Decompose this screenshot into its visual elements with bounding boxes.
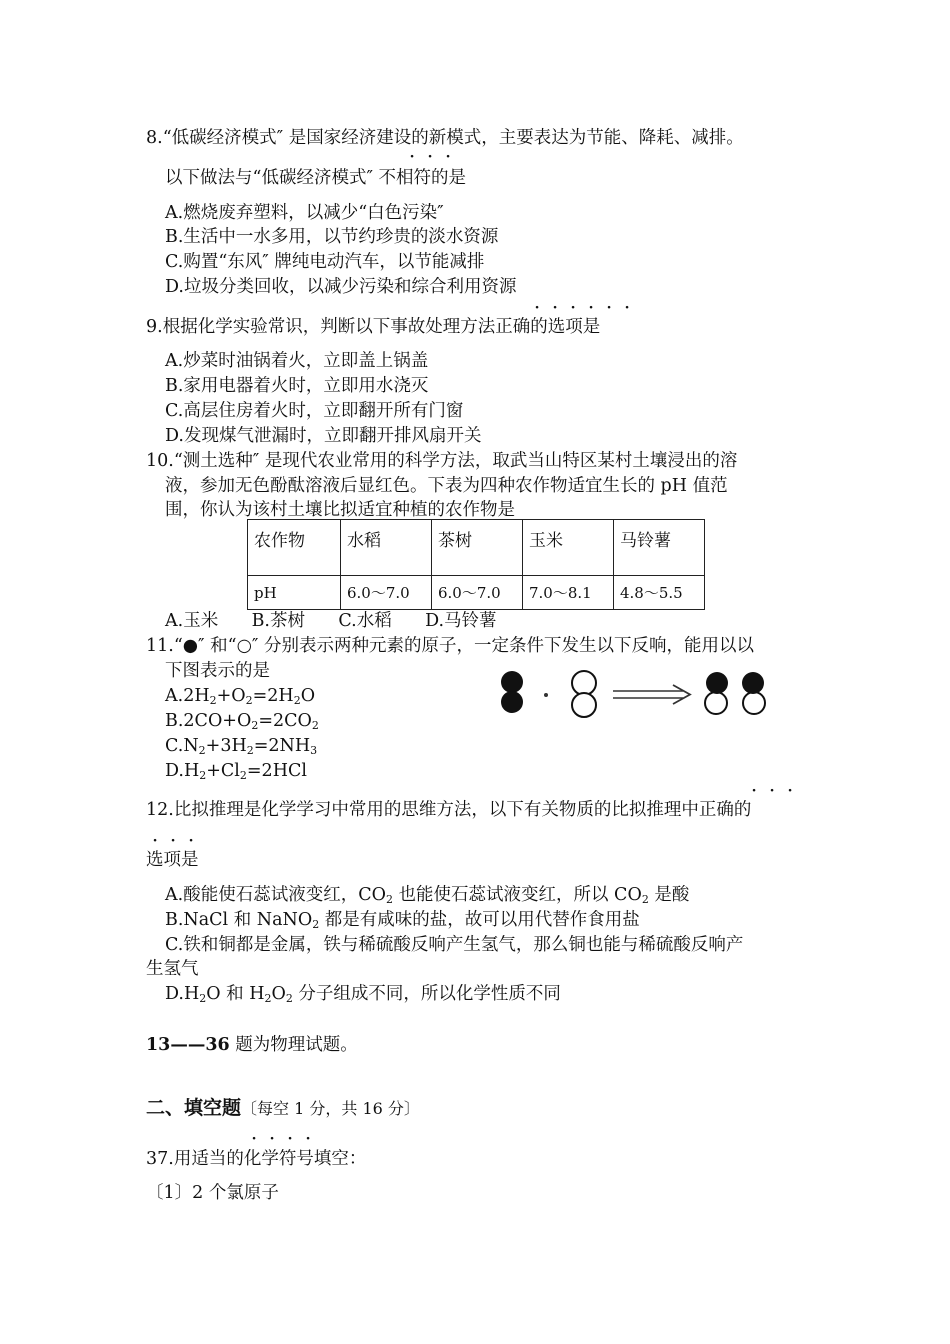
emphasis-dots: · · · · · · [534,300,630,316]
q10-options: A.玉米 B.茶树 C.水稻 D.马铃薯 [165,611,497,631]
table-cell: 6.0～7.0 [432,576,523,610]
table-cell: 7.0～8.1 [523,576,614,610]
emphasis-dots: · · · [409,149,451,165]
section-subtitle: 〔每空 1 分，共 16 分〕 [241,1099,420,1118]
reaction-diagram [495,665,780,725]
q12-option-c-line2: 生氢气 [146,959,199,979]
q12-option-b: B.NaCl 和 NaNO$_2$ 都是有咸味的盐，故可以用代替作食用盐 [165,910,640,931]
table-cell: 玉米 [523,520,614,576]
product-molecule [705,672,728,714]
q8-option-a: A.燃烧废弃塑料，以减少“白色污染″ [165,203,444,223]
emphasis-dots: · · · [152,833,194,849]
q37-item1: 〔1〕2 个氯原子 [146,1183,279,1203]
q9-option-d: D.发现煤气泄漏时，立即翻开排风扇开关 [165,426,482,446]
table-cell: 农作物 [248,520,341,576]
q9-option-a: A.炒菜时油锅着火，立即盖上锅盖 [165,351,429,371]
q12-line2: 选项是 [146,850,199,870]
q8-line1: 8.“低碳经济模式″ 是国家经济建设的新模式，主要表达为节能、降耗、减排。 [146,128,744,148]
table-cell: pH [248,576,341,610]
q11-line2: 下图表示的是 [165,661,270,681]
q10-line1: 10.“测土选种″ 是现代农业常用的科学方法，取武当山特区某村土壤浸出的溶 [146,451,738,471]
q9-option-b: B.家用电器着火时，立即用水浇灭 [165,376,429,396]
q10-line3: 围，你认为该村土壤比拟适宜种植的农作物是 [165,500,515,520]
table-row [248,576,705,610]
section-heading [146,1096,420,1121]
q12-line1: 12.比拟推理是化学学习中常用的思维方法，以下有关物质的比拟推理中正确的 [146,800,752,820]
black-molecule [501,671,523,713]
q11-line1: 11.“●″ 和“○″ 分别表示两种元素的原子，一定条件下发生以下反响，能用以以 [146,636,754,656]
ph-table [247,519,705,610]
q8-option-b: B.生活中一水多用，以节约珍贵的淡水资源 [165,227,499,247]
q11-option-b: $B.2CO+O_2=2CO_2$ [165,711,319,732]
q12-option-c-line1: C.铁和铜都是金属，铁与稀硫酸反响产生氢气，那么铜也能与稀硫酸反响产 [165,935,744,955]
q8-option-d: D.垃圾分类回收，以减少污染和综合利用资源 [165,277,517,297]
section-title: 二、填空题 [146,1097,242,1119]
q8-line2: 以下做法与“低碳经济模式″ 不相符的是 [165,168,467,188]
emphasis-dots: · · · · [251,1131,311,1147]
table-cell: 4.8～5.5 [614,576,705,610]
q8-option-c: C.购置“东风″ 牌纯电动汽车，以节能减排 [165,252,485,272]
arrow-icon [613,685,690,704]
q9-stem: 9.根据化学实验常识，判断以下事故处理方法正确的选项是 [146,317,601,337]
q9-option-c: C.高层住房着火时，立即翻开所有门窗 [165,401,464,421]
q12-option-d: $D.H_2O$ 和 $H_2O_2$ 分子组成不同，所以化学性质不同 [165,984,561,1005]
question-range: 13——36 [146,1035,230,1055]
plus-sign [544,693,548,697]
q11-option-a: $A.2H_2+O_2=2H_2O$ [165,686,316,707]
q37-stem: 37.用适当的化学符号填空： [146,1149,367,1169]
q11-option-c: $C.N_2+3H_2=2NH_3$ [165,736,318,757]
table-cell: 6.0～7.0 [341,576,432,610]
q11-option-d: $D.H_2+Cl_2=2HCl$ [165,761,307,782]
emphasis-dots: · · · [751,783,793,799]
table-cell: 水稻 [341,520,432,576]
q10-line2: 液，参加无色酚酞溶液后显红色。下表为四种农作物适宜生长的 pH 值范 [165,476,728,496]
product-molecule [742,672,765,714]
q12-option-a: A.酸能使石蕊试液变红，$CO_2$ 也能使石蕊试液变红，所以 $CO_2$ 是酸 [165,885,690,906]
table-cell: 马铃薯 [614,520,705,576]
physics-note: 13——36 题为物理试题。 [146,1035,358,1055]
white-molecule [572,671,596,717]
table-cell: 茶树 [432,520,523,576]
table-header-row [248,520,705,576]
